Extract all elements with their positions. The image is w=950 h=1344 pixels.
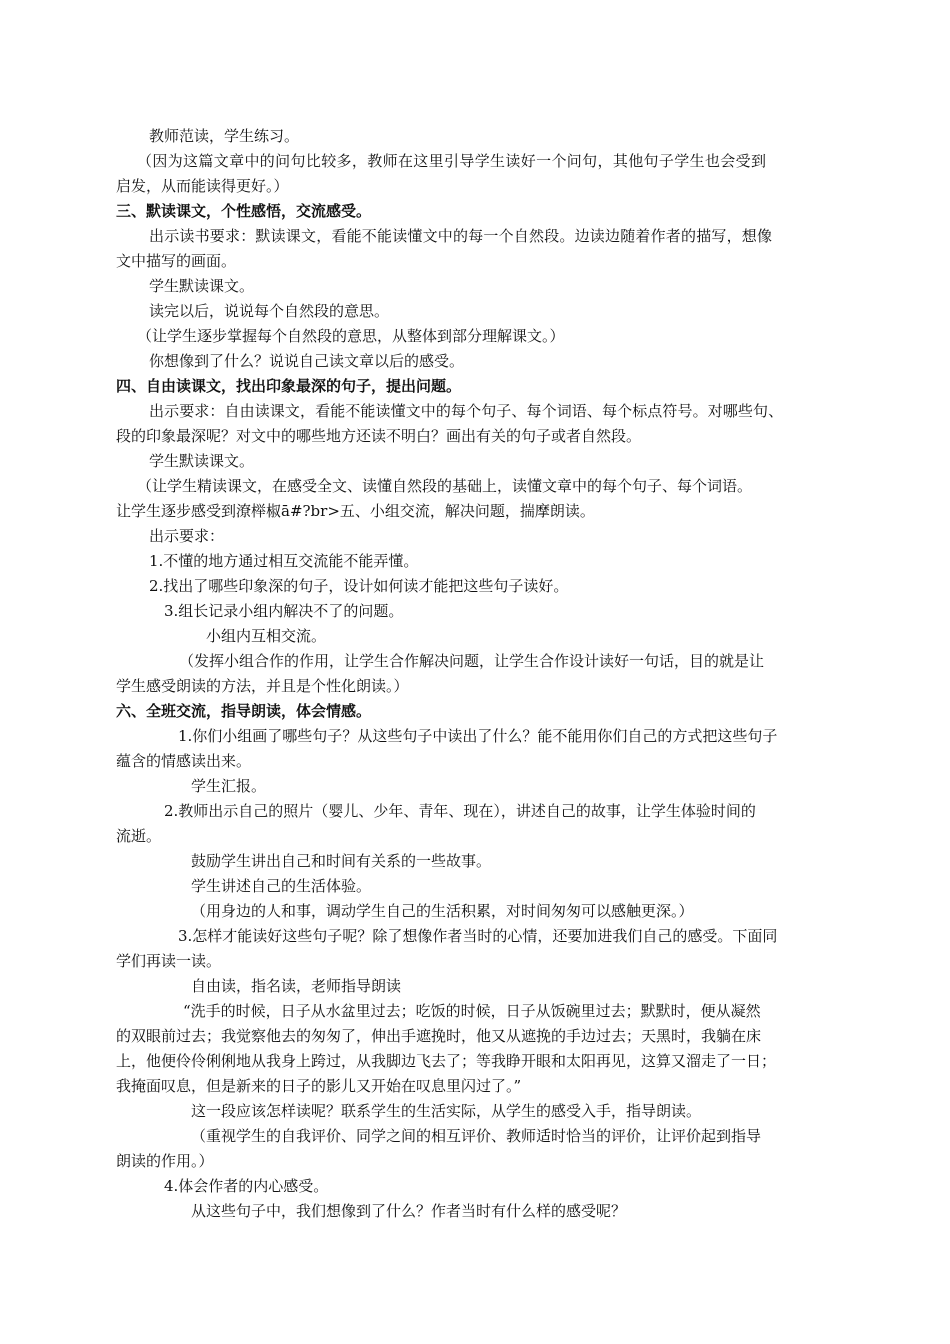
quote-line: “洗手的时候，日子从水盆里过去；吃饭的时候，日子从饭碗里过去；默默时，便从凝然 bbox=[183, 1002, 761, 1020]
paragraph-line: （重视学生的自我评价、同学之间的相互评价、教师适时恰当的评价，让评价起到指导 bbox=[191, 1127, 762, 1145]
paragraph-line: 学生默读课文。 bbox=[149, 452, 255, 470]
list-item: 2.教师出示自己的照片（婴儿、少年、青年、现在），讲述自己的故事，让学生体验时间的 bbox=[164, 802, 756, 820]
paragraph-line: （因为这篇文章中的问句比较多，教师在这里引导学生读好一个问句，其他句子学生也会受到 bbox=[137, 152, 767, 170]
paragraph-line: 这一段应该怎样读呢？联系学生的生活实际，从学生的感受入手，指导朗读。 bbox=[191, 1102, 702, 1120]
paragraph-line: 让学生逐步感受到潦榉椒ā#?br>五、小组交流，解决问题，揣摩朗读。 bbox=[116, 502, 595, 520]
paragraph-line: 文中描写的画面。 bbox=[116, 252, 237, 270]
quote-line: 上，他便伶伶俐俐地从我身上跨过，从我脚边飞去了；等我睁开眼和太阳再见，这算又溜走了一日； bbox=[116, 1052, 777, 1070]
paragraph-line: 小组内互相交流。 bbox=[206, 627, 327, 645]
section-heading: 四、自由读课文，找出印象最深的句子，提出问题。 bbox=[116, 377, 462, 395]
section-heading: 六、全班交流，指导朗读，体会情感。 bbox=[116, 702, 372, 720]
paragraph-line: 朗读的作用。） bbox=[116, 1152, 214, 1170]
list-item: 4.体会作者的内心感受。 bbox=[164, 1177, 329, 1195]
paragraph-line: 读完以后，说说每个自然段的意思。 bbox=[149, 302, 390, 320]
paragraph-line: 学生汇报。 bbox=[191, 777, 267, 795]
paragraph-line: 蕴含的情感读出来。 bbox=[116, 752, 252, 770]
list-item: 3.怎样才能读好这些句子呢？除了想像作者当时的心情，还要加进我们自己的感受。下面同 bbox=[178, 927, 778, 945]
quote-line: 我掩面叹息，但是新来的日子的影儿又开始在叹息里闪过了。” bbox=[116, 1077, 522, 1095]
paragraph-line: 出示要求：自由读课文，看能不能读懂文中的每个句子、每个词语、每个标点符号。对哪些句、 bbox=[149, 402, 784, 420]
list-item: 1.你们小组画了哪些句子？从这些句子中读出了什么？能不能用你们自己的方式把这些句子 bbox=[178, 727, 778, 745]
paragraph-line: （用身边的人和事，调动学生自己的生活积累，对时间匆匆可以感触更深。） bbox=[191, 902, 694, 920]
paragraph-line: 自由读，指名读，老师指导朗读 bbox=[191, 977, 402, 995]
paragraph-line: 出示要求： bbox=[149, 527, 225, 545]
list-item: 1.不懂的地方通过相互交流能不能弄懂。 bbox=[149, 552, 419, 570]
paragraph-line: 学生感受朗读的方法，并且是个性化朗读。） bbox=[116, 677, 409, 695]
paragraph-line: 流逝。 bbox=[116, 827, 162, 845]
paragraph-line: 学生讲述自己的生活体验。 bbox=[191, 877, 372, 895]
paragraph-line: （发挥小组合作的作用，让学生合作解决问题，让学生合作设计读好一句话，目的就是让 bbox=[179, 652, 765, 670]
paragraph-line: （让学生逐步掌握每个自然段的意思，从整体到部分理解课文。） bbox=[137, 327, 565, 345]
paragraph-line: 鼓励学生讲出自己和时间有关系的一些故事。 bbox=[191, 852, 492, 870]
paragraph-line: 启发，从而能读得更好。） bbox=[116, 177, 289, 195]
paragraph-line: 你想像到了什么？说说自己读文章以后的感受。 bbox=[149, 352, 465, 370]
section-heading: 三、默读课文，个性感悟，交流感受。 bbox=[116, 202, 372, 220]
list-item: 2.找出了哪些印象深的句子，设计如何读才能把这些句子读好。 bbox=[149, 577, 569, 595]
paragraph-line: 从这些句子中，我们想像到了什么？作者当时有什么样的感受呢？ bbox=[191, 1202, 627, 1220]
paragraph-line: 出示读书要求：默读课文，看能不能读懂文中的每一个自然段。边读边随着作者的描写，想像 bbox=[149, 227, 773, 245]
paragraph-line: 学们再读一读。 bbox=[116, 952, 222, 970]
paragraph-line: 学生默读课文。 bbox=[149, 277, 255, 295]
paragraph-line: （让学生精读课文，在感受全文、读懂自然段的基础上，读懂文章中的每个句子、每个词语。 bbox=[137, 477, 753, 495]
list-item: 3.组长记录小组内解决不了的问题。 bbox=[164, 602, 404, 620]
paragraph-line: 段的印象最深呢？对文中的哪些地方还读不明白？画出有关的句子或者自然段。 bbox=[116, 427, 642, 445]
quote-line: 的双眼前过去；我觉察他去的匆匆了，伸出手遮挽时，他又从遮挽的手边过去；天黑时，我躺在床 bbox=[116, 1027, 762, 1045]
paragraph-line: 教师范读，学生练习。 bbox=[149, 127, 300, 145]
